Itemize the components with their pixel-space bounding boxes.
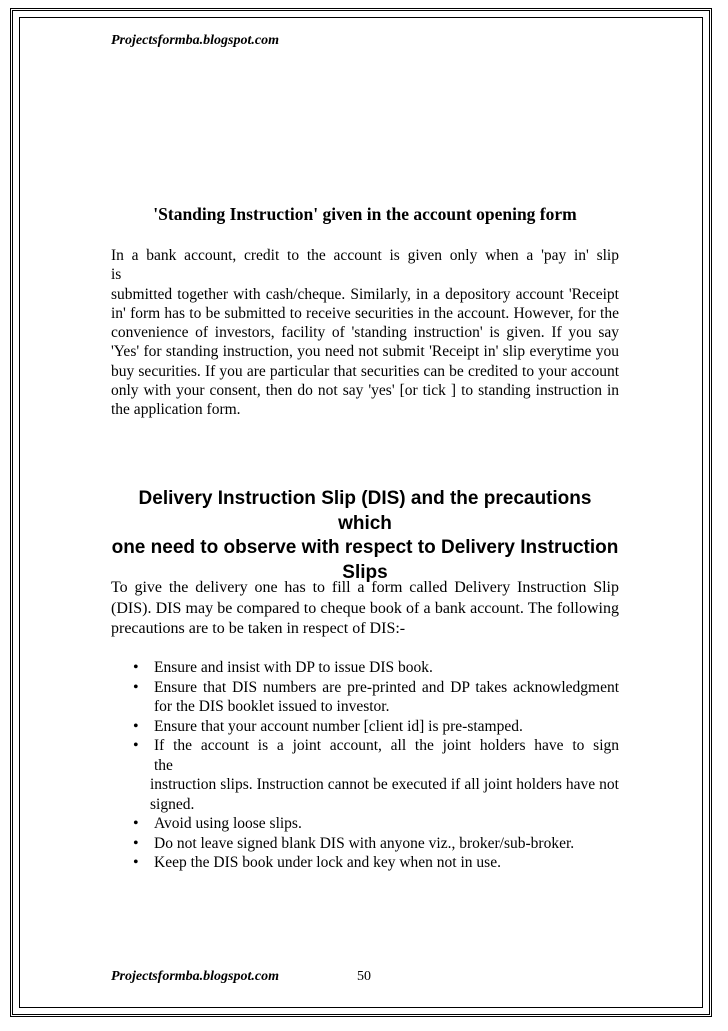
list-item <box>111 736 619 814</box>
list-item-text: If the account is a joint account, all the joint holders have to sign <box>154 737 619 754</box>
paragraph-line: submitted together with cash/cheque. Similarly, in a depository account 'Receipt in' form has to be submitted to receive securities in the account. However, for the convenience of investors, facility of 'standing instruction' is given. If you say 'Yes' for standing instruction, you need not submit 'Receipt in' slip everytime you buy securities. If you are particular that securities can be credited to your account only with your consent, then do not say 'yes' [or tick ] to standing instruction in the application form. <box>111 285 619 419</box>
dis-precautions-list <box>111 658 619 873</box>
bullet-icon: • <box>133 717 139 735</box>
list-item-text: Ensure and insist with DP to issue DIS book. <box>154 659 433 676</box>
bullet-icon: • <box>133 815 139 832</box>
list-item <box>111 853 619 873</box>
footer-site: Projectsformba.blogspot.com <box>111 969 279 984</box>
list-item <box>111 658 619 678</box>
paragraph-line: In a bank account, credit to the account is given only when a 'pay in' slip <box>111 247 619 264</box>
dis-intro-paragraph: To give the delivery one has to fill a form called Delivery Instruction Slip (DIS). DIS may be compared to cheque book of a bank account. The following precautions are to be taken in respect of DIS:- <box>111 579 619 637</box>
list-item-text: Do not leave signed blank DIS with anyone viz., broker/sub-broker. <box>154 834 575 852</box>
list-item <box>111 834 619 854</box>
list-item <box>111 717 619 737</box>
standing-instruction-heading: 'Standing Instruction' given in the account opening form <box>153 204 577 224</box>
list-item-text: the <box>154 756 173 774</box>
dis-heading <box>111 487 619 585</box>
bullet-icon: • <box>133 854 139 871</box>
dis-heading-line: one need to observe with respect to Delivery Instruction <box>111 537 619 558</box>
bullet-icon: • <box>133 737 139 754</box>
standing-instruction-paragraph <box>111 246 619 420</box>
list-item-text: Keep the DIS book under lock and key when not in use. <box>154 854 501 871</box>
list-item-text: Avoid using loose slips. <box>154 815 302 832</box>
dis-heading-line: Delivery Instruction Slip (DIS) and the precautions which <box>138 488 592 534</box>
bullet-icon: • <box>133 659 139 676</box>
list-item <box>111 678 619 717</box>
paragraph-line: is <box>111 266 122 284</box>
list-item-text: instruction slips. Instruction cannot be executed if all joint holders have not signed. <box>150 776 619 813</box>
list-item <box>111 814 619 834</box>
dis-heading-line: Slips <box>342 561 388 583</box>
bullet-icon: • <box>133 834 139 852</box>
page-number: 50 <box>357 969 371 984</box>
list-item-text: Ensure that your account number [client id] is pre-stamped. <box>154 717 523 735</box>
header-site: Projectsformba.blogspot.com <box>111 33 279 48</box>
list-item-text: Ensure that DIS numbers are pre-printed and DP takes acknowledgment for the DIS booklet issued to investor. <box>154 678 619 715</box>
bullet-icon: • <box>133 678 139 696</box>
